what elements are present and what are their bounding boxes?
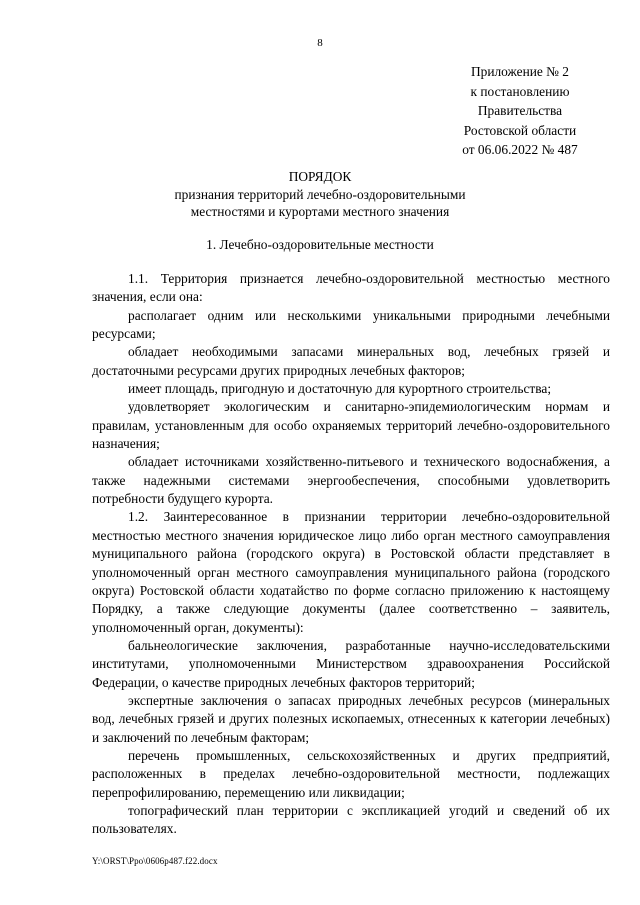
appendix-line: к постановлению xyxy=(470,83,570,99)
paragraph: 1.1. Территория признается лечебно-оздоровительной местностью местного значения, если она: xyxy=(92,271,610,305)
paragraph: бальнеологические заключения, разработанные научно-исследовательскими институтами, уполномоченными Министерством здравоохранения Российской Федерации, о качестве природных лечебных факторов территорий; xyxy=(92,637,610,690)
document-subtitle: признания территорий лечебно-оздоровительными местностями и курортами местного значения xyxy=(174,187,466,219)
section-heading: 1. Лечебно-оздоровительные местности xyxy=(206,237,434,252)
paragraph: экспертные заключения о запасах природных лечебных ресурсов (минеральных вод, лечебных грязей и других полезных ископаемых, отнесенных к категории лечебных) и заключений по лечебным факторам; xyxy=(92,692,610,745)
page-number: 8 xyxy=(317,37,323,49)
paragraph: обладает источниками хозяйственно-питьевого и технического водоснабжения, а также надежными системами энергообеспечения, способными удовлетворить потребности будущего курорта. xyxy=(92,454,610,507)
paragraph: удовлетворяет экологическим и санитарно-эпидемиологическим нормам и правилам, установленным для особо охраняемых территорий лечебно-оздоровительного назначения; xyxy=(92,399,610,452)
appendix-line: Ростовской области xyxy=(463,122,577,138)
appendix-line: Правительства xyxy=(477,103,563,118)
document-body xyxy=(92,270,610,839)
footer-file-path: Y:\ORST\Ppo\0606p487.f22.docx xyxy=(92,856,218,866)
appendix-block xyxy=(440,62,600,160)
paragraph: топографический план территории с экспликацией угодий и сведений об их пользователях. xyxy=(92,802,610,837)
paragraph: имеет площадь, пригодную и достаточную для курортного строительства; xyxy=(128,381,552,397)
paragraph: перечень промышленных, сельскохозяйственных и других предприятий, расположенных в пределах лечебно-оздоровительной местности, подлежащих перепрофилированию, перемещению или ликвидации; xyxy=(92,747,610,800)
paragraph: обладает необходимыми запасами минеральных вод, лечебных грязей и достаточными ресурсами других природных лечебных факторов; xyxy=(92,344,610,378)
document-title: ПОРЯДОК xyxy=(288,169,352,184)
appendix-line: от 06.06.2022 № 487 xyxy=(462,142,578,157)
paragraph: располагает одним или несколькими уникальными природными лечебными ресурсами; xyxy=(92,307,610,342)
paragraph: 1.2. Заинтересованное в признании территории лечебно-оздоровительной местностью местного значения юридическое лицо либо орган местного самоуправления муниципального района (городского округа) в Ростовской области представляет в уполномоченный орган местного самоуправления муниципального района (городского округа) Ростовской области ходатайство по форме согласно приложению к настоящему Порядку, а также следующие документы (далее соответственно – заявитель, уполномоченный орган, документы): xyxy=(92,509,610,635)
appendix-line: Приложение № 2 xyxy=(470,64,570,79)
